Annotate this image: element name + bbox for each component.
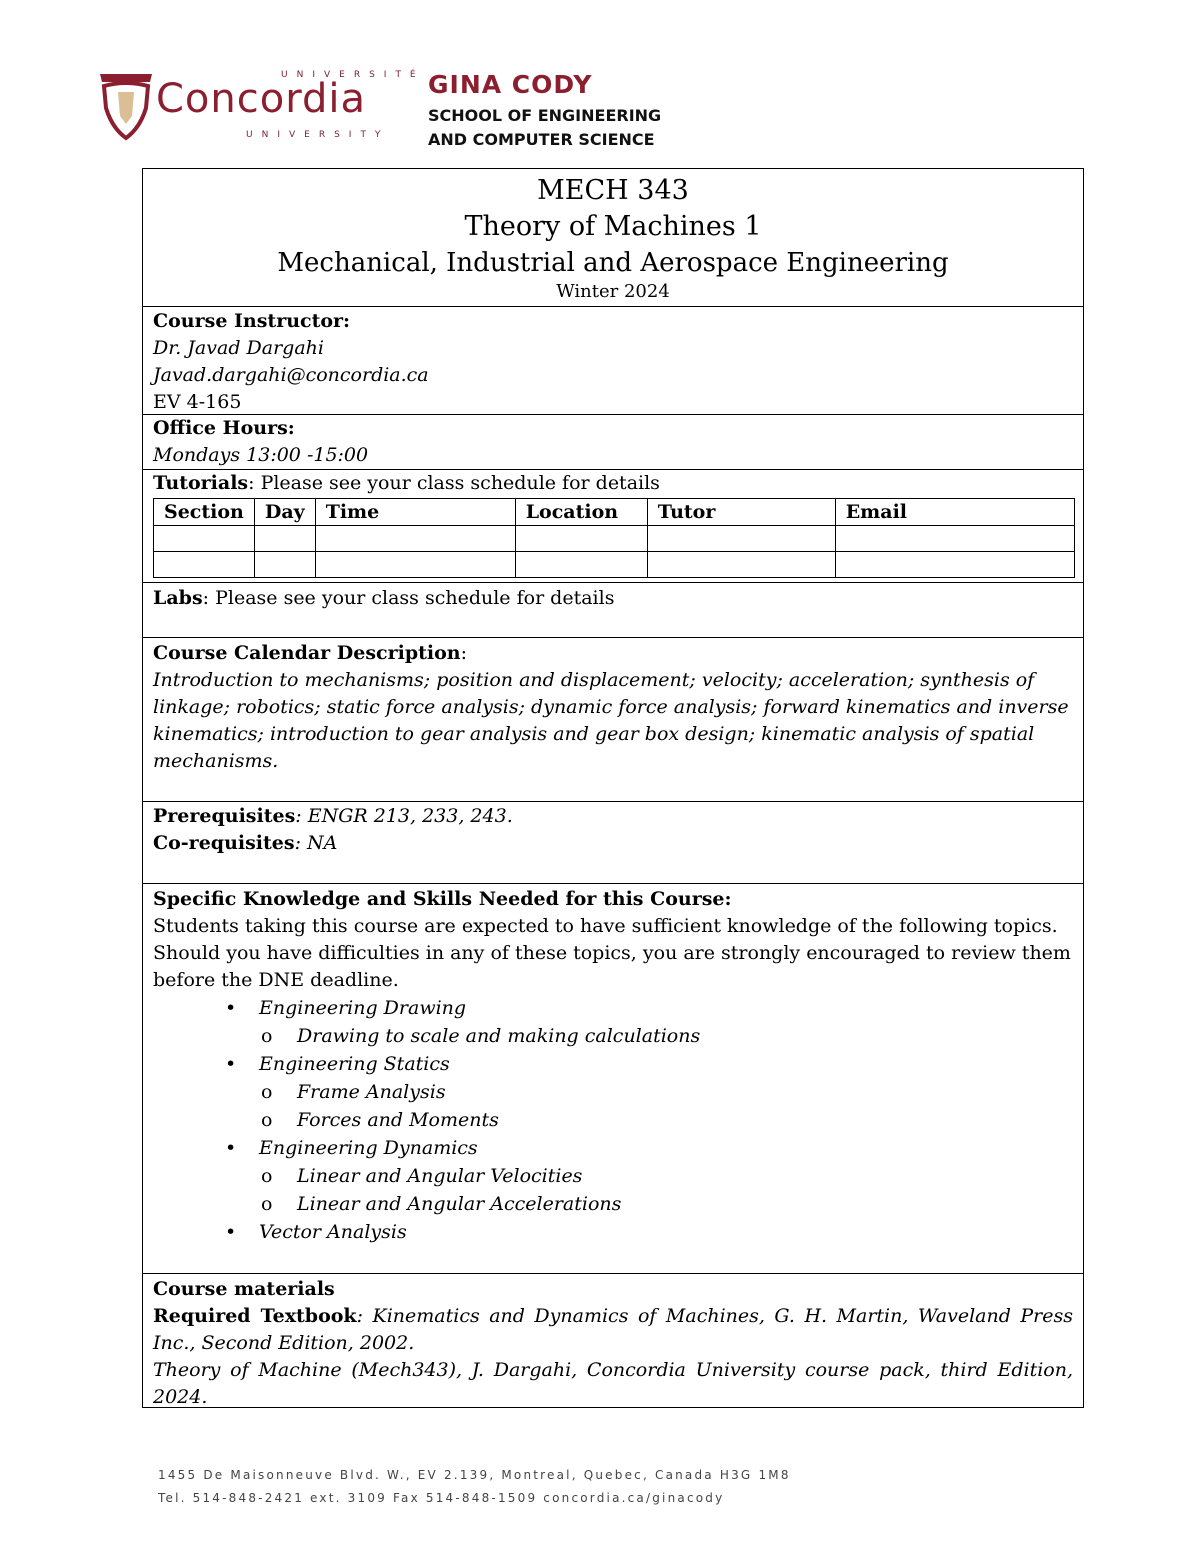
table-header-row bbox=[154, 499, 1075, 526]
col-day: Day bbox=[254, 499, 315, 526]
table-cell bbox=[254, 552, 315, 578]
skills-list bbox=[153, 994, 1073, 1246]
concordia-shield-icon bbox=[96, 68, 156, 142]
materials-section bbox=[143, 1274, 1083, 1407]
tutorials-label: Tutorials bbox=[153, 472, 249, 494]
instructor-section bbox=[143, 307, 1083, 415]
list-item: o Frame Analysis bbox=[153, 1078, 1073, 1106]
office-hours-label: Office Hours: bbox=[153, 417, 295, 439]
coreq-value: : NA bbox=[294, 832, 338, 854]
office-hours-section bbox=[143, 415, 1083, 470]
col-email: Email bbox=[835, 499, 1074, 526]
table-cell bbox=[647, 552, 835, 578]
calendar-line-2: linkage; robotics; static force analysis; dynamic force analysis; forward kinematics and inverse bbox=[153, 696, 1069, 718]
instructor-name: Dr. Javad Dargahi bbox=[153, 337, 324, 359]
header-logos bbox=[96, 66, 696, 156]
calendar-section bbox=[143, 638, 1083, 802]
textbook-1: : Kinematics and Dynamics of Machines, G. H. Martin, Waveland Press Inc., Second Edition, 2002. bbox=[153, 1305, 1074, 1354]
table-row bbox=[154, 526, 1075, 552]
list-item: o Drawing to scale and making calculations bbox=[153, 1022, 1073, 1050]
footer bbox=[158, 1464, 791, 1510]
course-outline-frame bbox=[142, 168, 1084, 1408]
tutorials-table bbox=[153, 498, 1075, 578]
table-cell bbox=[515, 552, 647, 578]
labs-text: : Please see your class schedule for details bbox=[202, 587, 615, 609]
university-name: Concordia bbox=[156, 76, 366, 122]
table-cell bbox=[154, 552, 255, 578]
university-fr-label: UNIVERSITÉ bbox=[281, 70, 425, 80]
instructor-email: Javad.dargahi@concordia.ca bbox=[153, 364, 429, 386]
calendar-line-3: kinematics; introduction to gear analysis and gear box design; kinematic analysis of spatial bbox=[153, 723, 1035, 745]
col-time: Time bbox=[315, 499, 515, 526]
table-cell bbox=[254, 526, 315, 552]
col-section: Section bbox=[154, 499, 255, 526]
table-cell bbox=[515, 526, 647, 552]
table-row bbox=[154, 552, 1075, 578]
school-line-2: AND COMPUTER SCIENCE bbox=[428, 130, 655, 149]
prereq-label: Prerequisites bbox=[153, 805, 296, 827]
prerequisites-section bbox=[143, 802, 1083, 884]
skills-line-2: Should you have difficulties in any of these topics, you are strongly encouraged to review them bbox=[153, 942, 1071, 964]
calendar-line-4: mechanisms. bbox=[153, 750, 279, 772]
school-line-1: SCHOOL OF ENGINEERING bbox=[428, 106, 662, 125]
tutorials-text: : Please see your class schedule for details bbox=[248, 472, 660, 494]
calendar-label: Course Calendar Description bbox=[153, 642, 461, 664]
office-hours-value: Mondays 13:00 -15:00 bbox=[153, 444, 369, 466]
table-cell bbox=[315, 526, 515, 552]
labs-label: Labs bbox=[153, 587, 203, 609]
list-item: • Vector Analysis bbox=[153, 1218, 1073, 1246]
table-cell bbox=[647, 526, 835, 552]
list-item: • Engineering Drawing bbox=[153, 994, 1073, 1022]
table-cell bbox=[315, 552, 515, 578]
labs-section bbox=[143, 583, 1083, 638]
footer-address: 1455 De Maisonneuve Blvd. W., EV 2.139, Montreal, Quebec, Canada H3G 1M8 bbox=[158, 1468, 791, 1482]
col-tutor: Tutor bbox=[647, 499, 835, 526]
skills-line-1: Students taking this course are expected to have sufficient knowledge of the following topics. bbox=[153, 915, 1058, 937]
col-location: Location bbox=[515, 499, 647, 526]
school-name: GINA CODY bbox=[428, 70, 593, 99]
coreq-label: Co-requisites bbox=[153, 832, 295, 854]
calendar-line-1: Introduction to mechanisms; position and displacement; velocity; acceleration; synthesis of bbox=[153, 669, 1035, 691]
school-subtitle bbox=[428, 104, 661, 152]
materials-label: Course materials bbox=[153, 1278, 335, 1300]
calendar-colon: : bbox=[460, 642, 468, 664]
prereq-value: : ENGR 213, 233, 243. bbox=[295, 805, 513, 827]
course-department: Mechanical, Industrial and Aerospace Engineering bbox=[277, 248, 949, 278]
table-cell bbox=[835, 552, 1074, 578]
textbook-label: Required Textbook bbox=[153, 1305, 357, 1327]
course-name: Theory of Machines 1 bbox=[464, 211, 762, 242]
footer-contact: Tel. 514-848-2421 ext. 3109 Fax 514-848-1509 concordia.ca/ginacody bbox=[158, 1491, 725, 1505]
skills-line-3: before the DNE deadline. bbox=[153, 969, 399, 991]
list-item: o Linear and Angular Velocities bbox=[153, 1162, 1073, 1190]
instructor-office: EV 4-165 bbox=[153, 391, 242, 413]
skills-section bbox=[143, 884, 1083, 1274]
list-item: o Linear and Angular Accelerations bbox=[153, 1190, 1073, 1218]
list-item: • Engineering Statics bbox=[153, 1050, 1073, 1078]
skills-label: Specific Knowledge and Skills Needed for this Course: bbox=[153, 888, 732, 910]
table-cell bbox=[154, 526, 255, 552]
course-code: MECH 343 bbox=[537, 175, 689, 206]
list-item: • Engineering Dynamics bbox=[153, 1134, 1073, 1162]
university-en-label: UNIVERSITY bbox=[246, 130, 390, 140]
instructor-label: Course Instructor: bbox=[153, 310, 351, 332]
tutorials-section bbox=[143, 470, 1083, 583]
list-item: o Forces and Moments bbox=[153, 1106, 1073, 1134]
course-title-section bbox=[143, 169, 1083, 307]
textbook-2: Theory of Machine (Mech343), J. Dargahi, Concordia University course pack, third Edition, 2024. bbox=[153, 1359, 1073, 1408]
course-term: Winter 2024 bbox=[556, 281, 670, 302]
table-cell bbox=[835, 526, 1074, 552]
